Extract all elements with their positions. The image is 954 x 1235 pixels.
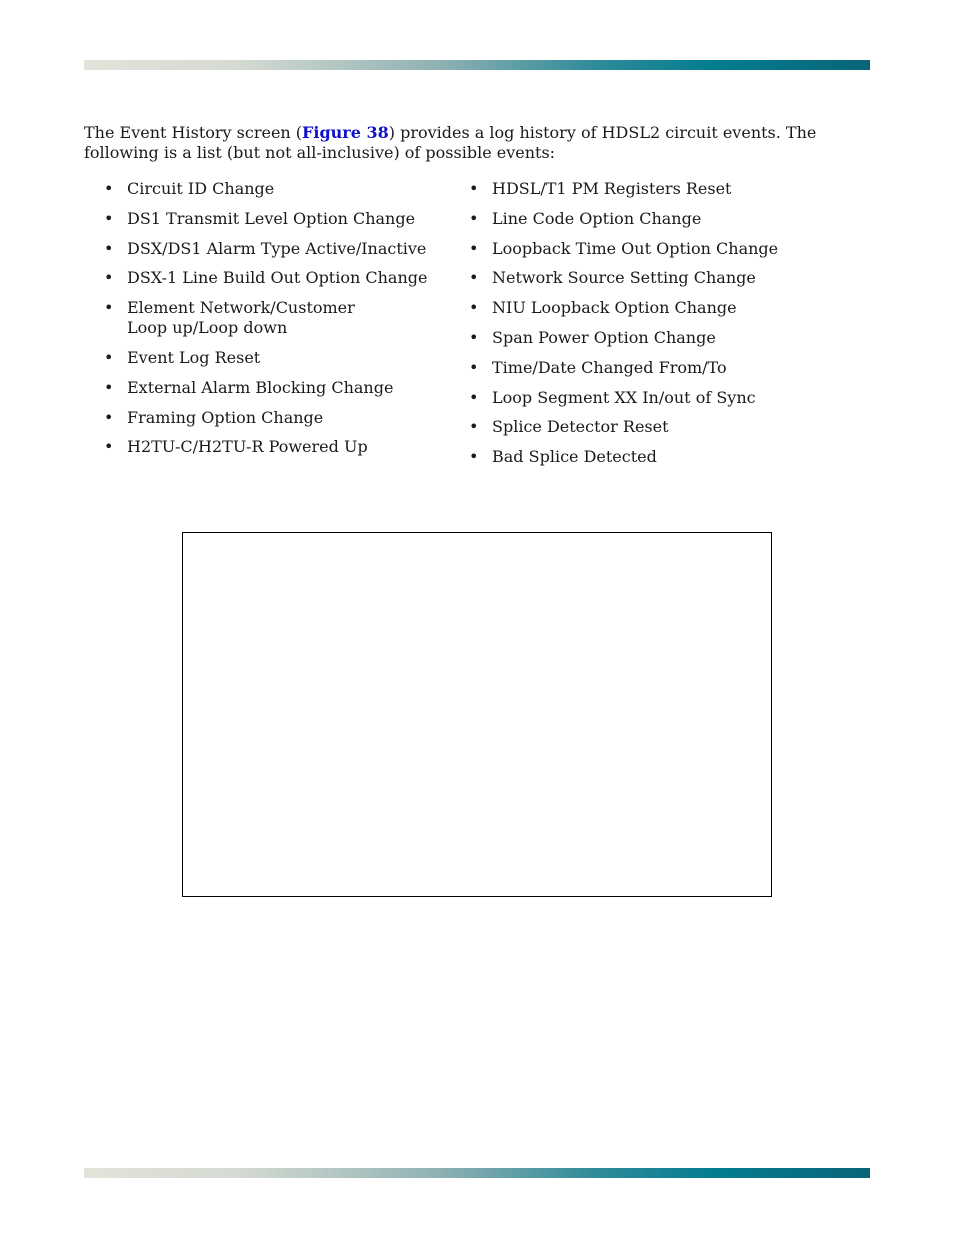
list-item (104, 348, 454, 368)
bullet-glyph: • (469, 298, 479, 318)
list-item (104, 179, 454, 199)
bullet-glyph: • (469, 208, 479, 228)
bullet-glyph: • (469, 387, 479, 407)
event-label: Network Source Setting Change (492, 268, 756, 288)
bullet-glyph: • (469, 327, 479, 347)
bullet-glyph: • (104, 407, 114, 427)
event-list-right (469, 179, 869, 477)
bullet-glyph: • (469, 447, 479, 467)
list-item (104, 408, 454, 428)
bullet-glyph: • (469, 238, 479, 258)
list-item (469, 417, 869, 437)
event-label: Element Network/Customer (127, 298, 355, 318)
list-item (469, 268, 869, 288)
event-label: Circuit ID Change (127, 179, 275, 198)
event-label: DS1 Transmit Level Option Change (127, 208, 416, 228)
list-item (469, 239, 869, 259)
list-item (469, 358, 869, 378)
event-label: Splice Detector Reset (492, 417, 669, 437)
bullet-glyph: • (104, 268, 114, 288)
figure-38-link[interactable]: Figure 38 (302, 123, 389, 142)
intro-text-before: The Event History screen ( (84, 123, 303, 142)
event-label: Framing Option Change (127, 407, 324, 427)
bullet-glyph: • (469, 357, 479, 377)
list-item (104, 437, 454, 457)
bullet-glyph: • (104, 179, 114, 198)
event-label: Loopback Time Out Option Change (492, 238, 779, 258)
list-item (104, 209, 454, 229)
header-decorative-bar (84, 60, 870, 70)
list-item (469, 328, 869, 348)
bullet-glyph: • (104, 377, 114, 397)
list-item (104, 298, 454, 338)
footer-decorative-bar (84, 1168, 870, 1178)
list-item (104, 378, 454, 398)
event-label: External Alarm Blocking Change (127, 377, 394, 397)
event-label: Time/Date Changed From/To (492, 357, 727, 377)
bullet-glyph: • (469, 268, 479, 288)
list-item (469, 298, 869, 318)
event-label: DSX-1 Line Build Out Option Change (127, 268, 428, 288)
bullet-glyph: • (469, 417, 479, 437)
bullet-glyph: • (104, 238, 114, 258)
event-list-left (104, 179, 454, 467)
event-label: HDSL/T1 PM Registers Reset (492, 179, 732, 198)
list-item (469, 447, 869, 467)
bullet-glyph: • (469, 179, 479, 198)
event-label: NIU Loopback Option Change (492, 298, 737, 318)
event-label-continued: Loop up/Loop down (127, 318, 288, 338)
event-label: H2TU-C/H2TU-R Powered Up (127, 437, 368, 457)
event-history-figure-frame (182, 532, 772, 897)
intro-paragraph (84, 123, 844, 163)
bullet-glyph: • (104, 437, 114, 457)
list-item (104, 268, 454, 288)
event-label: DSX/DS1 Alarm Type Active/Inactive (127, 238, 427, 258)
event-label: Span Power Option Change (492, 327, 716, 347)
list-item (469, 388, 869, 408)
intro-text-after: ) provides a log history of HDSL2 circuit events. The following is a list (but not all-inclusive) of possible events: (84, 123, 817, 162)
event-label: Bad Splice Detected (492, 447, 657, 467)
bullet-glyph: • (104, 298, 114, 318)
bullet-glyph: • (104, 347, 114, 367)
list-item (104, 239, 454, 259)
list-item (469, 209, 869, 229)
bullet-glyph: • (104, 208, 114, 228)
event-label: Loop Segment XX In/out of Sync (492, 387, 756, 407)
event-label: Event Log Reset (127, 347, 261, 367)
list-item (469, 179, 869, 199)
event-label: Line Code Option Change (492, 208, 702, 228)
